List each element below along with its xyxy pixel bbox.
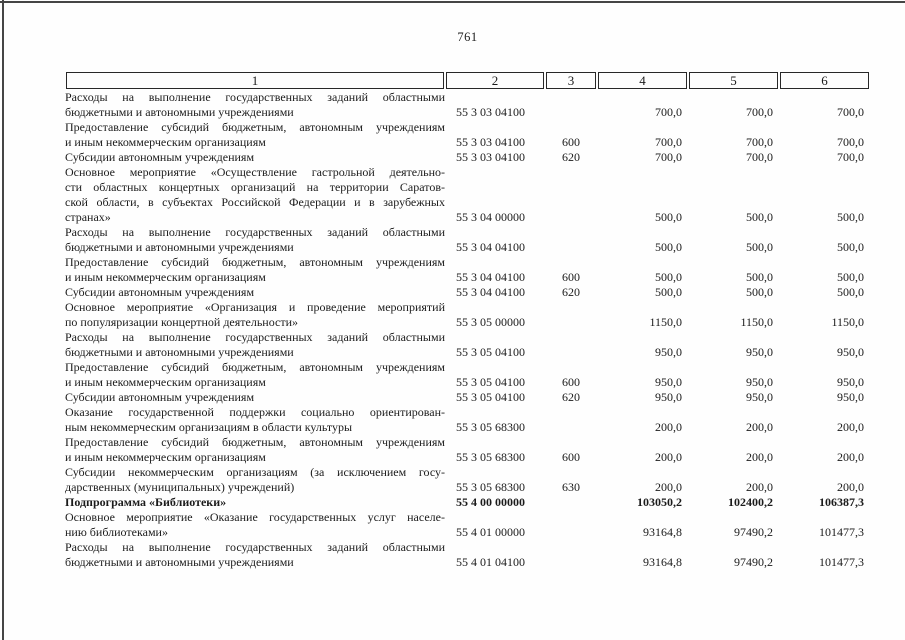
scan-edge-top bbox=[0, 1, 905, 3]
row-amount-year1: 950,0 bbox=[655, 390, 682, 404]
table-row bbox=[65, 255, 870, 285]
description-line: бюджетными и автономными учреждениями bbox=[65, 555, 294, 569]
row-amount-year1: 500,0 bbox=[655, 270, 682, 284]
row-amount-year2: 200,0 bbox=[746, 480, 773, 494]
row-description bbox=[65, 330, 445, 360]
row-expense-type: 600 bbox=[562, 450, 580, 464]
row-amount-year3: 200,0 bbox=[837, 480, 864, 494]
row-expense-type: 600 bbox=[562, 375, 580, 389]
row-amount-year1: 93164,8 bbox=[643, 555, 682, 569]
row-amount-year2: 200,0 bbox=[746, 450, 773, 464]
row-description bbox=[65, 390, 445, 405]
description-line: Субсидии автономным учреждениям bbox=[65, 150, 255, 164]
description-line: Расходы на выполнение государственных заданий областными bbox=[65, 225, 445, 239]
description-line: Расходы на выполнение государственных заданий областными bbox=[65, 540, 445, 554]
scan-edge-left bbox=[2, 0, 4, 640]
table-body bbox=[65, 90, 870, 570]
row-amount-year3: 1150,0 bbox=[831, 315, 864, 329]
row-amount-year1: 700,0 bbox=[655, 105, 682, 119]
row-amount-year1: 1150,0 bbox=[649, 315, 682, 329]
description-line: бюджетными и автономными учреждениями bbox=[65, 105, 294, 119]
description-line: Предоставление субсидий бюджетным, автономным учреждениям bbox=[65, 255, 445, 269]
row-amount-year2: 950,0 bbox=[746, 390, 773, 404]
table-row bbox=[65, 360, 870, 390]
row-amount-year1: 500,0 bbox=[655, 240, 682, 254]
description-line: Подпрограмма «Библиотеки» bbox=[65, 495, 227, 509]
row-description bbox=[65, 510, 445, 540]
row-expense-type: 600 bbox=[562, 135, 580, 149]
table-row bbox=[65, 435, 870, 465]
description-line: Основное мероприятие «Оказание государственных услуг населе- bbox=[65, 510, 445, 524]
row-code: 55 3 04 04100 bbox=[456, 270, 525, 284]
description-line: сти областных концертных организаций на территории Саратов- bbox=[65, 180, 445, 194]
table-row bbox=[65, 225, 870, 255]
table-header-cell-6: 6 bbox=[780, 72, 869, 89]
table-row bbox=[65, 330, 870, 360]
table-row bbox=[65, 150, 870, 165]
row-description bbox=[65, 120, 445, 150]
description-line: странах» bbox=[65, 210, 111, 224]
row-amount-year2: 1150,0 bbox=[740, 315, 773, 329]
row-amount-year3: 700,0 bbox=[837, 105, 864, 119]
description-line: и иным некоммерческим организациям bbox=[65, 375, 266, 389]
row-code: 55 3 03 04100 bbox=[456, 135, 525, 149]
row-amount-year2: 700,0 bbox=[746, 135, 773, 149]
description-line: и иным некоммерческим организациям bbox=[65, 135, 266, 149]
row-amount-year2: 500,0 bbox=[746, 270, 773, 284]
description-line: дарственных (муниципальных) учреждений) bbox=[65, 480, 295, 494]
row-expense-type: 620 bbox=[562, 390, 580, 404]
table-row bbox=[65, 510, 870, 540]
description-line: Субсидии автономным учреждениям bbox=[65, 285, 255, 299]
description-line: Предоставление субсидий бюджетным, автономным учреждениям bbox=[65, 120, 445, 134]
description-line: Основное мероприятие «Организация и проведение мероприятий bbox=[65, 300, 445, 314]
row-amount-year2: 950,0 bbox=[746, 375, 773, 389]
row-amount-year3: 700,0 bbox=[837, 135, 864, 149]
row-amount-year1: 200,0 bbox=[655, 420, 682, 434]
description-line: Основное мероприятие «Осуществление гастрольной деятельно- bbox=[65, 165, 445, 179]
row-amount-year3: 106387,3 bbox=[819, 495, 864, 509]
row-amount-year1: 500,0 bbox=[655, 285, 682, 299]
row-amount-year3: 500,0 bbox=[837, 270, 864, 284]
row-code: 55 3 05 68300 bbox=[456, 480, 525, 494]
row-code: 55 3 05 68300 bbox=[456, 420, 525, 434]
row-amount-year2: 500,0 bbox=[746, 285, 773, 299]
table-row bbox=[65, 495, 870, 510]
table-row bbox=[65, 465, 870, 495]
row-description bbox=[65, 150, 445, 165]
description-line: Оказание государственной поддержки социально ориентирован- bbox=[65, 405, 445, 419]
row-amount-year1: 700,0 bbox=[655, 135, 682, 149]
row-amount-year1: 200,0 bbox=[655, 480, 682, 494]
description-line: Субсидии некоммерческим организациям (за исключением госу- bbox=[65, 465, 445, 479]
row-amount-year2: 102400,2 bbox=[728, 495, 773, 509]
description-line: Предоставление субсидий бюджетным, автономным учреждениям bbox=[65, 435, 445, 449]
row-code: 55 3 05 04100 bbox=[456, 345, 525, 359]
row-code: 55 3 05 68300 bbox=[456, 450, 525, 464]
row-amount-year2: 950,0 bbox=[746, 345, 773, 359]
row-amount-year3: 200,0 bbox=[837, 450, 864, 464]
table-row bbox=[65, 390, 870, 405]
row-amount-year3: 500,0 bbox=[837, 285, 864, 299]
row-amount-year2: 97490,2 bbox=[734, 555, 773, 569]
row-description bbox=[65, 540, 445, 570]
table-header-cell-1: 1 bbox=[66, 72, 444, 89]
row-description bbox=[65, 405, 445, 435]
row-amount-year2: 700,0 bbox=[746, 105, 773, 119]
row-amount-year1: 950,0 bbox=[655, 345, 682, 359]
page-number: 761 bbox=[457, 30, 478, 44]
row-amount-year3: 101477,3 bbox=[819, 525, 864, 539]
row-code: 55 3 05 04100 bbox=[456, 375, 525, 389]
description-line: ным некоммерческим организациям в области культуры bbox=[65, 420, 353, 434]
description-line: Расходы на выполнение государственных заданий областными bbox=[65, 330, 445, 344]
row-amount-year3: 950,0 bbox=[837, 375, 864, 389]
row-amount-year3: 101477,3 bbox=[819, 555, 864, 569]
table-row bbox=[65, 285, 870, 300]
table-header-cell-3: 3 bbox=[546, 72, 596, 89]
row-amount-year3: 500,0 bbox=[837, 240, 864, 254]
row-code: 55 3 05 04100 bbox=[456, 390, 525, 404]
description-line: бюджетными и автономными учреждениями bbox=[65, 240, 294, 254]
row-amount-year3: 500,0 bbox=[837, 210, 864, 224]
row-code: 55 3 05 00000 bbox=[456, 315, 525, 329]
description-line: и иным некоммерческим организациям bbox=[65, 450, 266, 464]
row-code: 55 3 04 00000 bbox=[456, 210, 525, 224]
row-amount-year1: 200,0 bbox=[655, 450, 682, 464]
table-row bbox=[65, 405, 870, 435]
row-amount-year2: 200,0 bbox=[746, 420, 773, 434]
row-description bbox=[65, 495, 445, 510]
row-description bbox=[65, 90, 445, 120]
row-description bbox=[65, 225, 445, 255]
description-line: Расходы на выполнение государственных заданий областными bbox=[65, 90, 445, 104]
row-code: 55 4 01 04100 bbox=[456, 555, 525, 569]
table-header-cell-4: 4 bbox=[598, 72, 687, 89]
row-code: 55 3 03 04100 bbox=[456, 150, 525, 164]
row-amount-year1: 500,0 bbox=[655, 210, 682, 224]
description-line: Субсидии автономным учреждениям bbox=[65, 390, 255, 404]
row-expense-type: 600 bbox=[562, 270, 580, 284]
row-description bbox=[65, 165, 445, 225]
row-amount-year1: 700,0 bbox=[655, 150, 682, 164]
row-amount-year2: 500,0 bbox=[746, 210, 773, 224]
row-expense-type: 620 bbox=[562, 285, 580, 299]
table-row bbox=[65, 540, 870, 570]
row-amount-year3: 950,0 bbox=[837, 390, 864, 404]
table-row bbox=[65, 165, 870, 225]
row-amount-year2: 700,0 bbox=[746, 150, 773, 164]
row-amount-year2: 97490,2 bbox=[734, 525, 773, 539]
table-row bbox=[65, 120, 870, 150]
row-expense-type: 620 bbox=[562, 150, 580, 164]
row-code: 55 4 00 00000 bbox=[456, 495, 525, 509]
row-code: 55 3 04 04100 bbox=[456, 240, 525, 254]
table-header-cell-5: 5 bbox=[689, 72, 778, 89]
description-line: бюджетными и автономными учреждениями bbox=[65, 345, 294, 359]
row-description bbox=[65, 360, 445, 390]
row-description bbox=[65, 300, 445, 330]
row-description bbox=[65, 465, 445, 495]
row-description bbox=[65, 435, 445, 465]
row-code: 55 4 01 00000 bbox=[456, 525, 525, 539]
row-amount-year1: 103050,2 bbox=[637, 495, 682, 509]
description-line: Предоставление субсидий бюджетным, автономным учреждениям bbox=[65, 360, 445, 374]
row-amount-year1: 950,0 bbox=[655, 375, 682, 389]
row-expense-type: 630 bbox=[562, 480, 580, 494]
description-line: по популяризации концертной деятельности» bbox=[65, 315, 299, 329]
description-line: ской области, в субъектах Российской Федерации и в зарубежных bbox=[65, 195, 445, 209]
table-header-cell-2: 2 bbox=[446, 72, 544, 89]
budget-table bbox=[65, 72, 870, 570]
row-amount-year3: 950,0 bbox=[837, 345, 864, 359]
row-description bbox=[65, 285, 445, 300]
table-row bbox=[65, 300, 870, 330]
row-amount-year3: 700,0 bbox=[837, 150, 864, 164]
row-amount-year3: 200,0 bbox=[837, 420, 864, 434]
row-amount-year2: 500,0 bbox=[746, 240, 773, 254]
description-line: нию библиотеками» bbox=[65, 525, 168, 539]
table-row bbox=[65, 90, 870, 120]
row-description bbox=[65, 255, 445, 285]
row-code: 55 3 04 04100 bbox=[456, 285, 525, 299]
row-amount-year1: 93164,8 bbox=[643, 525, 682, 539]
row-code: 55 3 03 04100 bbox=[456, 105, 525, 119]
table-header-row bbox=[65, 72, 870, 89]
description-line: и иным некоммерческим организациям bbox=[65, 270, 266, 284]
